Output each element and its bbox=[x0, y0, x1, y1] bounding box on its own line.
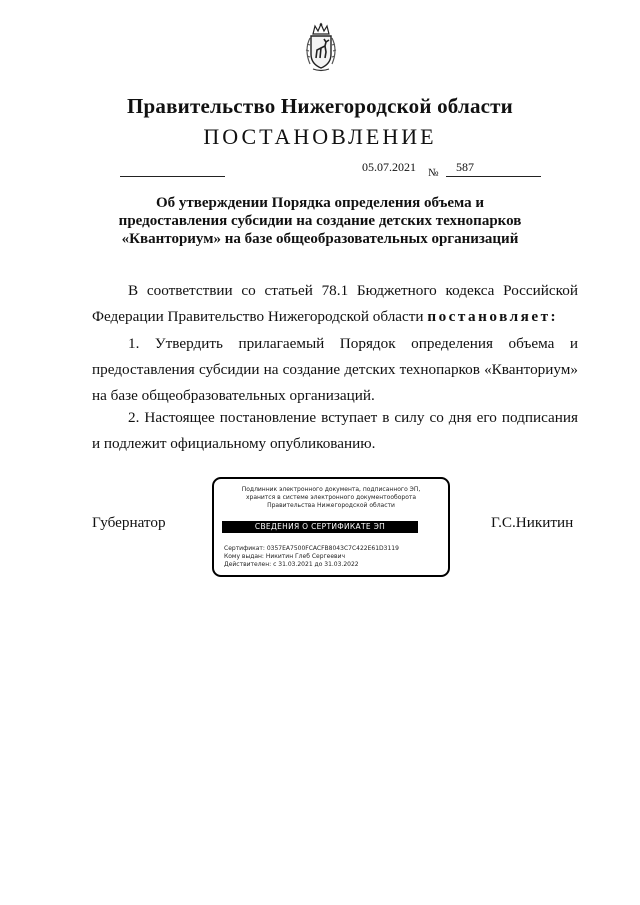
stamp-notice-line: Правительства Нижегородской области bbox=[267, 502, 395, 509]
document-date: 05.07.2021 bbox=[362, 160, 416, 174]
clause-1-paragraph: 1. Утвердить прилагаемый Порядок определения объема и предоставления субсидии на создание детских технопарков «Кванториум» на базе общеобразовательных организаций. bbox=[92, 335, 578, 404]
coat-of-arms-icon bbox=[301, 22, 341, 72]
signatory-role: Губернатор bbox=[92, 514, 166, 531]
certificate-details bbox=[224, 545, 399, 569]
document-heading bbox=[100, 194, 540, 248]
certificate-info-title: СВЕДЕНИЯ О СЕРТИФИКАТЕ ЭП bbox=[222, 521, 418, 533]
certificate-owner: Кому выдан: Никитин Глеб Сергеевич bbox=[224, 553, 346, 560]
stamp-notice bbox=[214, 486, 448, 510]
preamble-text: В соответствии со статьей 78.1 Бюджетного кодекса Российской Федерации Правительство Нижегородской области bbox=[92, 282, 578, 325]
organization-title: Правительство Нижегородской области bbox=[127, 94, 513, 118]
certificate-validity: Действителен: с 31.03.2021 до 31.03.2022 bbox=[224, 561, 359, 568]
clause-2-paragraph: 2. Настоящее постановление вступает в силу со дня его подписания и подлежит официальному опубликованию. bbox=[92, 409, 578, 452]
stamp-notice-line: хранится в системе электронного документооборота bbox=[245, 494, 417, 501]
stamp-notice-line: Подлинник электронного документа, подписанного ЭП, bbox=[241, 486, 421, 493]
electronic-signature-stamp bbox=[212, 477, 450, 577]
heading-line: предоставления субсидии на создание детских технопарков bbox=[118, 213, 522, 229]
heading-line: Об утверждении Порядка определения объема и bbox=[155, 195, 484, 211]
signatory-name: Г.С.Никитин bbox=[491, 514, 574, 531]
heading-line: «Кванториум» на базе общеобразовательных организаций bbox=[121, 231, 519, 247]
decree-keyword: постановляет: bbox=[427, 308, 559, 325]
number-underline bbox=[446, 176, 541, 177]
document-type: ПОСТАНОВЛЕНИЕ bbox=[203, 124, 437, 149]
certificate-serial: Сертификат: 0357EA7500FCACFB8043C7C422E61D3119 bbox=[224, 545, 399, 552]
preamble-paragraph bbox=[92, 278, 578, 330]
number-sign: № bbox=[428, 167, 439, 179]
date-underline-left bbox=[120, 176, 225, 177]
document-number: 587 bbox=[456, 160, 474, 174]
